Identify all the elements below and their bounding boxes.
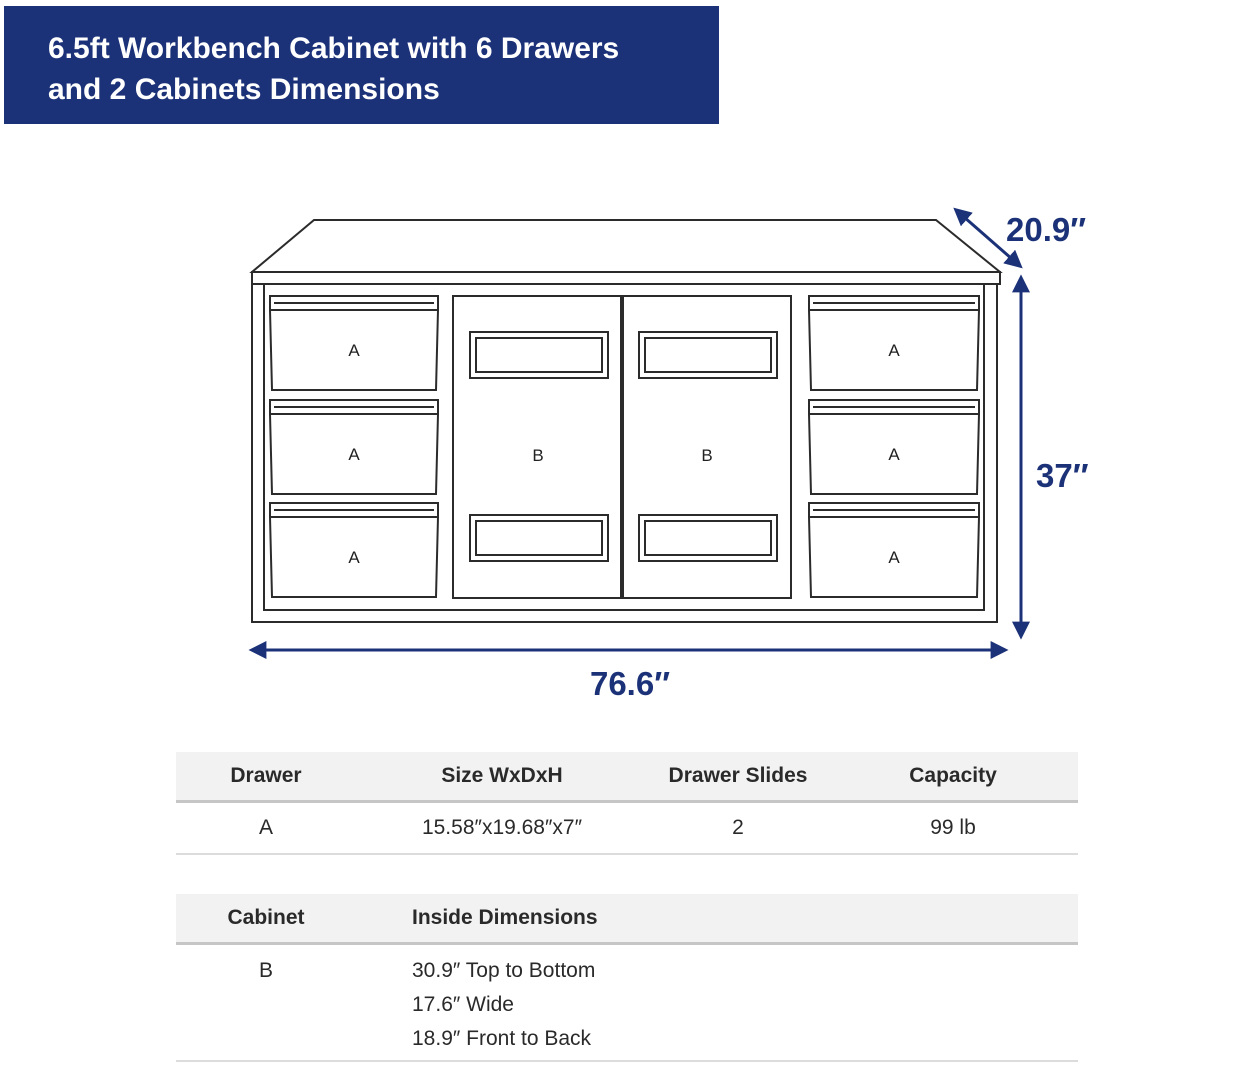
table-row: [176, 944, 1078, 1062]
cell-capacity: 99 lb: [828, 802, 1078, 855]
drawer-right-2: [809, 400, 979, 494]
workbench-top: [252, 220, 1000, 284]
depth-label: 20.9″: [1006, 211, 1087, 248]
dimension-line: 17.6″ Wide: [412, 993, 514, 1016]
drawer-label: A: [888, 341, 900, 360]
cell-cabinet: B: [176, 944, 356, 1062]
header-cabinet: Cabinet: [176, 894, 356, 944]
width-label: 76.6″: [589, 665, 671, 702]
table-header-row: [176, 894, 1078, 944]
drawers-right: [809, 296, 979, 597]
title-line-1: 6.5ft Workbench Cabinet with 6 Drawers: [48, 32, 620, 65]
drawer-label: A: [888, 445, 900, 464]
cell-drawer: A: [176, 802, 356, 855]
dimension-line: 18.9″ Front to Back: [412, 1027, 592, 1050]
drawer-label: A: [348, 445, 360, 464]
cabinet-spec-table: [176, 894, 1078, 1062]
drawer-left-1: [270, 296, 438, 390]
cabinet-label-left: B: [532, 446, 544, 465]
cell-drawer-slides: 2: [648, 802, 828, 855]
drawers-left: [270, 296, 438, 597]
table-row: [176, 802, 1078, 855]
drawer-right-3: [809, 503, 979, 597]
header-size: Size WxDxH: [356, 752, 648, 802]
header-drawer-slides: Drawer Slides: [648, 752, 828, 802]
cell-inside-dimensions: [412, 944, 1078, 1062]
drawer-label: A: [888, 548, 900, 567]
drawer-label: A: [348, 548, 360, 567]
drawer-right-1: [809, 296, 979, 390]
header-capacity: Capacity: [828, 752, 1078, 802]
height-label: 37″: [1036, 457, 1089, 494]
title-line-2: and 2 Cabinets Dimensions: [48, 73, 440, 106]
drawer-left-2: [270, 400, 438, 494]
cabinet-label-right: B: [701, 446, 713, 465]
header-inside-dimensions: Inside Dimensions: [412, 894, 1078, 944]
header-drawer: Drawer: [176, 752, 356, 802]
drawer-left-3: [270, 503, 438, 597]
drawer-label: A: [348, 341, 360, 360]
drawer-spec-table: [176, 752, 1078, 855]
cell-size: 15.58″x19.68″x7″: [356, 802, 648, 855]
dimension-line: 30.9″ Top to Bottom: [412, 959, 596, 982]
table-header-row: [176, 752, 1078, 802]
